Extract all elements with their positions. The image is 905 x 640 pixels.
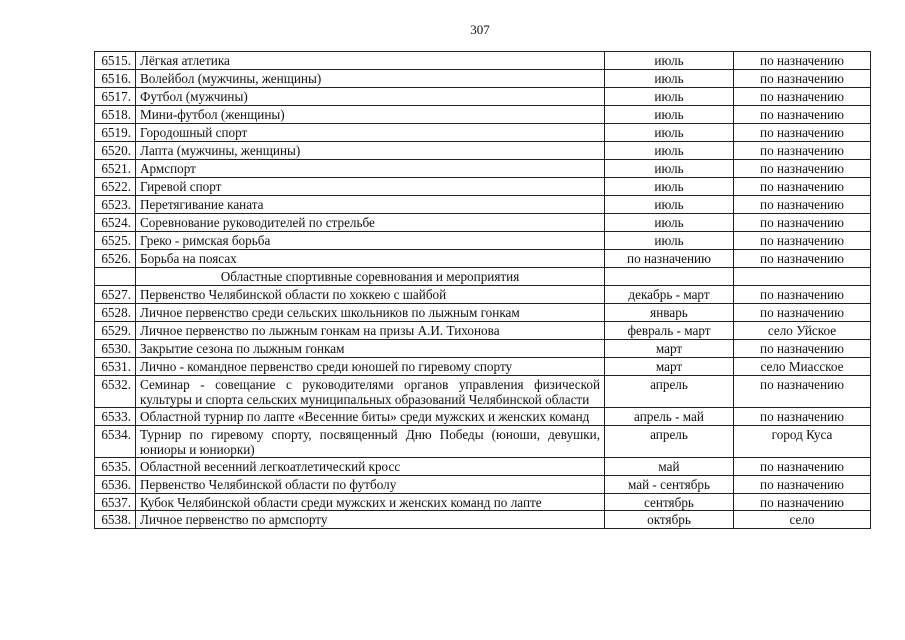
table-row [95, 214, 871, 232]
event-place: село [734, 511, 871, 529]
event-place: по назначению [734, 196, 871, 214]
row-number: 6534. [95, 425, 136, 457]
event-place: по назначению [734, 106, 871, 124]
table-row [95, 88, 871, 106]
event-name: Турнир по гиревому спорту, посвященный Дню Победы (юноши, девушки, юниоры и юниорки) [136, 425, 605, 457]
table-row [95, 232, 871, 250]
event-date: июль [605, 232, 734, 250]
table-row [95, 322, 871, 340]
event-name: Семинар - совещание с руководителями органов управления физической культуры и спорта сельских муниципальных образований Челябинской области [136, 376, 605, 408]
row-number: 6533. [95, 408, 136, 425]
row-number: 6532. [95, 376, 136, 408]
row-number: 6516. [95, 70, 136, 88]
section-date-cell [605, 268, 734, 286]
event-place: по назначению [734, 376, 871, 408]
event-name: Областной турнир по лапте «Весенние биты» среди мужских и женских команд [136, 408, 605, 425]
section-number-cell [95, 268, 136, 286]
table-row [95, 511, 871, 529]
row-number: 6518. [95, 106, 136, 124]
table-row [95, 178, 871, 196]
row-number: 6538. [95, 511, 136, 529]
section-place-cell [734, 268, 871, 286]
event-name: Личное первенство среди сельских школьников по лыжным гонкам [136, 304, 605, 322]
event-place: по назначению [734, 160, 871, 178]
event-date: июль [605, 106, 734, 124]
event-date: март [605, 358, 734, 376]
event-name: Лёгкая атлетика [136, 52, 605, 70]
event-date: февраль - март [605, 322, 734, 340]
row-number: 6531. [95, 358, 136, 376]
event-date: июль [605, 70, 734, 88]
event-place: по назначению [734, 408, 871, 425]
event-place: по назначению [734, 70, 871, 88]
event-name: Областной весенний легкоатлетический кросс [136, 458, 605, 476]
event-name: Городошный спорт [136, 124, 605, 142]
event-place: по назначению [734, 124, 871, 142]
event-date: апрель - май [605, 408, 734, 425]
table-row [95, 106, 871, 124]
row-number: 6536. [95, 476, 136, 494]
event-name: Кубок Челябинской области среди мужских и женских команд по лапте [136, 494, 605, 511]
event-date: апрель [605, 376, 734, 408]
table-row [95, 304, 871, 322]
event-name: Перетягивание каната [136, 196, 605, 214]
event-date: июль [605, 124, 734, 142]
row-number: 6537. [95, 494, 136, 511]
event-name: Борьба на поясах [136, 250, 605, 268]
event-name: Лапта (мужчины, женщины) [136, 142, 605, 160]
event-place: по назначению [734, 458, 871, 476]
event-date: декабрь - март [605, 286, 734, 304]
table-row [95, 358, 871, 376]
table-row [95, 458, 871, 476]
event-date: май - сентябрь [605, 476, 734, 494]
events-table [94, 51, 871, 529]
event-place: по назначению [734, 52, 871, 70]
event-place: по назначению [734, 340, 871, 358]
event-date: июль [605, 142, 734, 160]
event-date: июль [605, 214, 734, 232]
table-row [95, 286, 871, 304]
row-number: 6519. [95, 124, 136, 142]
row-number: 6535. [95, 458, 136, 476]
event-place: по назначению [734, 232, 871, 250]
row-number: 6520. [95, 142, 136, 160]
row-number: 6529. [95, 322, 136, 340]
event-date: апрель [605, 425, 734, 457]
table-row [95, 52, 871, 70]
event-date: сентябрь [605, 494, 734, 511]
event-name: Армспорт [136, 160, 605, 178]
event-name: Личное первенство по лыжным гонкам на призы А.И. Тихонова [136, 322, 605, 340]
event-date: октябрь [605, 511, 734, 529]
row-number: 6530. [95, 340, 136, 358]
event-place: по назначению [734, 178, 871, 196]
event-date: март [605, 340, 734, 358]
table-row [95, 196, 871, 214]
event-name: Первенство Челябинской области по футболу [136, 476, 605, 494]
row-number: 6521. [95, 160, 136, 178]
event-name: Гиревой спорт [136, 178, 605, 196]
row-number: 6515. [95, 52, 136, 70]
event-date: июль [605, 178, 734, 196]
event-place: по назначению [734, 476, 871, 494]
event-name: Лично - командное первенство среди юношей по гиревому спорту [136, 358, 605, 376]
event-place: по назначению [734, 88, 871, 106]
section-row [95, 268, 871, 286]
event-name: Соревнование руководителей по стрельбе [136, 214, 605, 232]
event-place: по назначению [734, 286, 871, 304]
event-date: июль [605, 88, 734, 106]
event-name: Волейбол (мужчины, женщины) [136, 70, 605, 88]
event-name: Греко - римская борьба [136, 232, 605, 250]
event-place: по назначению [734, 494, 871, 511]
row-number: 6527. [95, 286, 136, 304]
event-date: январь [605, 304, 734, 322]
table-row [95, 476, 871, 494]
event-date: по назначению [605, 250, 734, 268]
table-row [95, 250, 871, 268]
event-name: Первенство Челябинской области по хоккею с шайбой [136, 286, 605, 304]
section-title: Областные спортивные соревнования и мероприятия [136, 268, 605, 286]
event-place: село Миасское [734, 358, 871, 376]
table-row [95, 142, 871, 160]
table-row [95, 340, 871, 358]
row-number: 6517. [95, 88, 136, 106]
row-number: 6526. [95, 250, 136, 268]
row-number: 6528. [95, 304, 136, 322]
event-place: по назначению [734, 142, 871, 160]
event-name: Личное первенство по армспорту [136, 511, 605, 529]
table-row [95, 160, 871, 178]
table-row [95, 408, 871, 425]
event-name: Футбол (мужчины) [136, 88, 605, 106]
event-name: Закрытие сезона по лыжным гонкам [136, 340, 605, 358]
event-name: Мини-футбол (женщины) [136, 106, 605, 124]
event-place: по назначению [734, 250, 871, 268]
event-date: май [605, 458, 734, 476]
page-number: 307 [470, 22, 490, 37]
event-place: село Уйское [734, 322, 871, 340]
table-row [95, 494, 871, 511]
row-number: 6523. [95, 196, 136, 214]
event-date: июль [605, 52, 734, 70]
table-row [95, 376, 871, 408]
table-row [95, 425, 871, 457]
table-row [95, 124, 871, 142]
row-number: 6522. [95, 178, 136, 196]
event-place: по назначению [734, 214, 871, 232]
event-date: июль [605, 160, 734, 178]
event-place: по назначению [734, 304, 871, 322]
event-place: город Куса [734, 425, 871, 457]
table-row [95, 70, 871, 88]
event-date: июль [605, 196, 734, 214]
row-number: 6525. [95, 232, 136, 250]
row-number: 6524. [95, 214, 136, 232]
